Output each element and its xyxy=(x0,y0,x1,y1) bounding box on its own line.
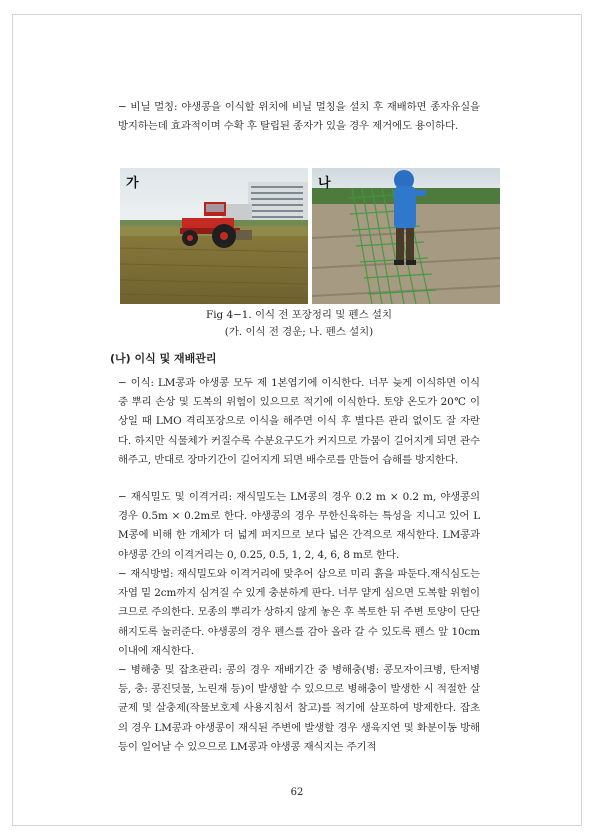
paragraph-transplant: − 이식: LM콩과 야생콩 모두 제 1본엽기에 이식한다. 너무 늦게 이식하면 이식 중 뿌리 손상 및 도복의 위험이 있으므로 적기에 이식한다. 토양 온도가 20℃ 이상일 때 LMO 격리포장으로 이식을 해주면 이식 후 별다른 관리 없이도 잘 자란다. 하지만 식물체가 커질수록 수분요구도가 커지므로 가뭄이 길어지게 되면 관수해주고, 반대로 장마기간이 길어지게 되면 배수로를 만들어 습해를 방지한다. xyxy=(118,377,480,466)
figure-caption-subtitle: (가. 이식 전 경운; 나. 펜스 설치) xyxy=(224,326,374,338)
figure-tag-na: 나 xyxy=(318,176,331,191)
photo-tilling xyxy=(120,168,308,304)
paragraph-method: − 재식방법: 재식밀도와 이격거리에 맞추어 삽으로 미리 흙을 파둔다.재식심도는 자엽 밑 2cm까지 심겨질 수 있게 충분하게 판다. 너무 얕게 심으면 도복할 위험이 크므로 주의한다. 모종의 뿌리가 상하지 않게 놓은 후 복토한 뒤 주변 토양이 단단해지도록 눌러준다. 야생콩의 경우 펜스를 감아 올라 갈 수 있도록 펜스 앞 10cm 이내에 재식한다. xyxy=(118,568,480,657)
section-heading: (나) 이식 및 재배관리 xyxy=(110,352,217,365)
paragraph-pest: − 병해충 및 잡초관리: 콩의 경우 재배기간 중 병해충(병: 콩모자이크병, 탄저병 등, 충: 콩진딧물, 노린재 등)이 발생할 수 있으므로 병해충이 발생한 시 적절한 살균제 및 살충제(작물보호제 사용지침서 참고)를 적기에 살포하여 방제한다. 잡초의 경우 LM콩과 야생콩이 재식된 주변에 발생할 경우 생육지연 및 화분이동 방해 등이 일어날 수 있으므로 LM콩과 야생콩 재식지는 주기적 xyxy=(118,664,480,753)
page-number: 62 xyxy=(290,787,304,798)
photo-fence xyxy=(312,168,500,304)
figure-caption-title: Fig 4−1. 이식 전 포장정리 및 펜스 설치 xyxy=(206,309,392,321)
figure-tag-ga: 가 xyxy=(126,176,139,191)
intro-paragraph: − 비닐 멀칭: 야생콩을 이식할 위치에 비닐 멀칭을 설치 후 재배하면 종자유실을 방지하는데 효과적이며 수확 후 탈립된 종자가 있을 경우 제거에도 용이하다. xyxy=(118,101,480,133)
fence-installation-image xyxy=(312,168,500,304)
paragraph-density: − 재식밀도 및 이격거리: 재식밀도는 LM콩의 경우 0.2 m × 0.2 m, 야생콩의 경우 0.5m × 0.2m로 한다. 야생콩의 경우 무한신육하는 특성을 지니고 있어 LM콩에 비해 한 개체가 더 넓게 퍼지므로 보다 넓은 간격으로 재식한다. LM콩과 야생콩 간의 이격거리는 0, 0.25, 0.5, 1, 2, 4, 6, 8 m로 한다. xyxy=(118,491,480,561)
tractor-field-image xyxy=(120,168,308,304)
